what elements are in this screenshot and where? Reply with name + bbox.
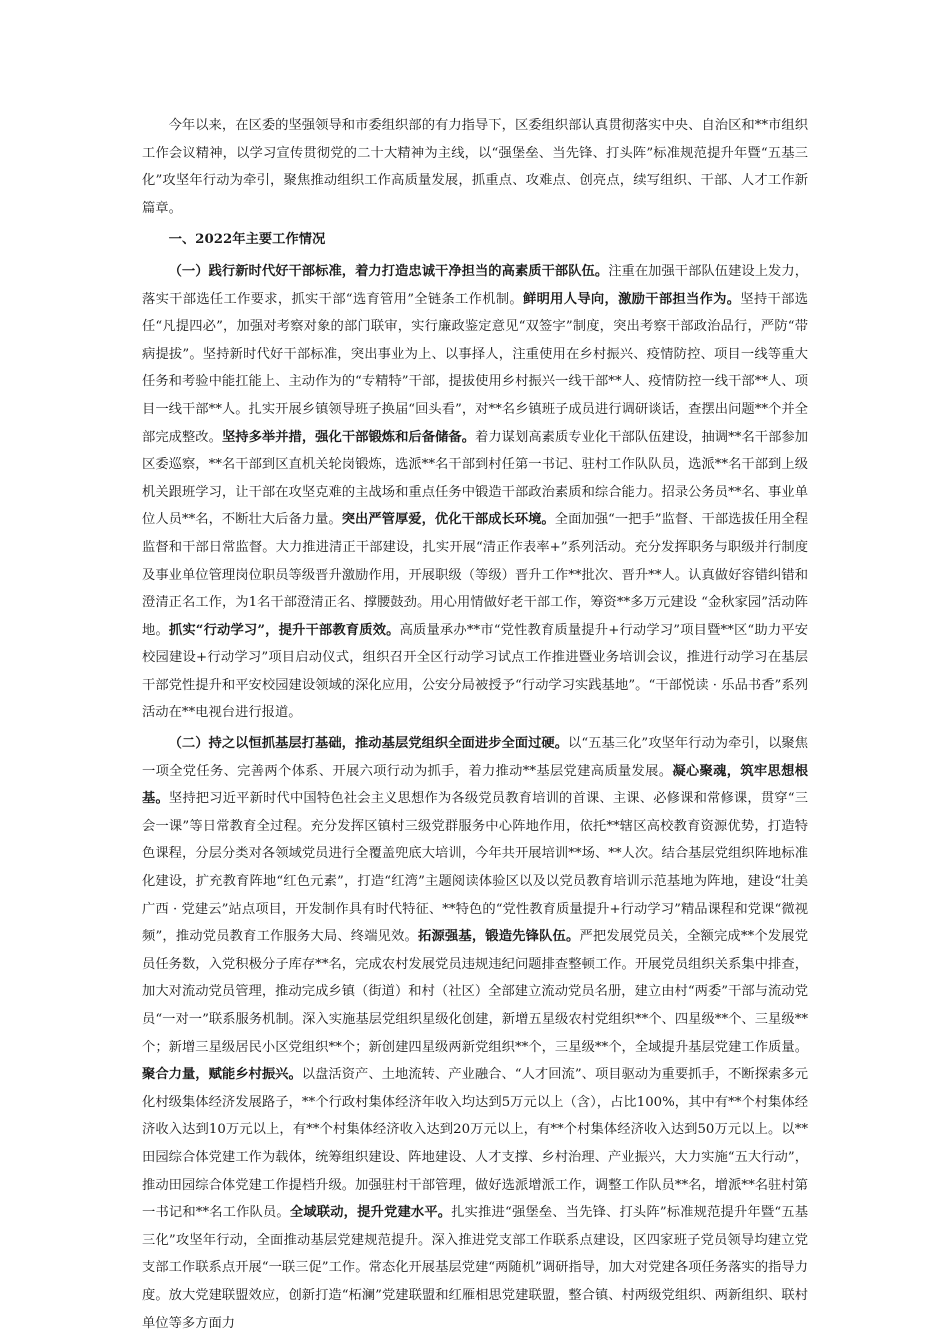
section-2-title: （二）持之以恒抓基层打基础，推动基层党组织全面进步全面过硬。 xyxy=(168,736,569,752)
section-1-bold-2: 坚持多举并措，强化干部锻炼和后备储备。 xyxy=(221,429,476,445)
section-1-title: （一）践行新时代好干部标准，着力打造忠诚干净担当的高素质干部队伍。 xyxy=(168,263,609,279)
section-2-text-3: 严把发展党员关，全额完成**个发展党员任务数，入党积极分子库存**名，完成农村发展党员违规违纪问题排查整顿工作。开展党员组织关系集中排查，加大对流动党员管理，推动完成乡镇（街道）和村（社区）全部建立流动党员名册，建立由村“两委”干部与流动党员“一对一”联系服务机制。深入实施基层党组织星级化创建，新增五星级农村党组织**个、四星级**个、三星级**个；新增三星级居民小区党组织**个；新创建四星级两新党组织**个，三星级**个，全域提升基层党建工作质量。 xyxy=(142,929,808,1055)
intro-paragraph: 今年以来，在区委的坚强领导和市委组织部的有力指导下，区委组织部认真贯彻落实中央、自治区和**市组织工作会议精神，以学习宣传贯彻党的二十大精神为主线，以“强堡垒、当先锋、打头阵”标准规范提升年暨“五基三化”攻坚年行动为牵引，聚焦推动组织工作高质量发展，抓重点、攻难点、创亮点，续写组织、干部、人才工作新篇章。 xyxy=(142,118,808,216)
section-2-bold-1: 凝心聚魂，筑牢思想根基。 xyxy=(142,763,809,807)
section-1-bold-3: 突出严管厚爱，优化干部成长环境。 xyxy=(341,512,555,528)
section-heading: 一、2022年主要工作情况 xyxy=(168,232,326,248)
section-1-text-4: 全面加强“一把手”监督、干部选拔任用全程监督和干部日常监督。大力推进清正干部建设，扎实开展“清正作表率+”系列活动。充分发挥职务与职级并行制度及事业单位管理岗位职员等级晋升激励作用，开展职级（等级）晋升工作**批次、晋升**人。认真做好容错纠错和澄清正名工作，为1名干部澄清正名、撑腰鼓劲。用心用情做好老干部工作，筹资**多万元建设 “金秋家园”活动阵地。 xyxy=(142,512,809,638)
section-1-paragraph xyxy=(142,258,808,727)
section-2-text-5: 扎实推进“强堡垒、当先锋、打头阵”标准规范提升年暨“五基三化”攻坚年行动，全面推动基层党建规范提升。深入推进党支部工作联系点建设，区四家班子党员领导均建立党支部工作联系点开展“一联三促”工作。常态化开展基层党建“两随机”调研指导，加大对党建各项任务落实的指导力度。放大党建联盟效应，创新打造“柘澜”党建联盟和红雁相思党建联盟，整合镇、村两级党组织、两新组织、联村单位等多方面力 xyxy=(142,1205,808,1331)
section-1-text-1: 注重在加强干部队伍建设上发力，落实干部选任工作要求，抓实干部“选育管用”全链条工作机制。 xyxy=(142,263,809,307)
section-2-bold-4: 全域联动，提升党建水平。 xyxy=(289,1205,452,1221)
section-1-text-5: 高质量承办**市“党性教育质量提升+行动学习”项目暨**区“助力平安校园建设+行动学习”项目启动仪式，组织召开全区行动学习试点工作推进暨业务培训会议，推进行动学习在基层干部党性提升和平安校园建设领域的深化应用，公安分局被授予“行动学习实践基地”。“干部悦读 · 乐品书香”系列活动在**电视台进行报道。 xyxy=(142,622,808,721)
section-1-bold-4: 抓实“行动学习”，提升干部教育质效。 xyxy=(168,622,400,638)
section-2-bold-2: 拓源强基，锻造先锋队伍。 xyxy=(418,929,580,945)
section-2-bold-3: 聚合力量，赋能乡村振兴。 xyxy=(142,1067,302,1083)
section-2-paragraph xyxy=(142,730,808,1337)
section-2-text-2: 坚持把习近平新时代中国特色社会主义思想作为各级党员教育培训的首课、主课、必修课和常修课，贯穿“三会一课”等日常教育全过程。充分发挥区镇村三级党群服务中心阵地作用，依托**辖区高校教育资源优势，打造特色课程，分层分类对各领域党员进行全覆盖兜底大培训，今年共开展培训**场、**人次。结合基层党组织阵地标准化建设，扩充教育阵地“红色元素”，打造“红湾”主题阅读体验区以及以党员教育培训示范基地为阵地，建设“壮美广西 · 党建云”站点项目，开发制作具有时代特征、**特色的“党性教育质量提升+行动学习”精品课程和党课“微视频”，推动党员教育工作服务大局、终端见效。 xyxy=(142,791,808,945)
section-2-text-4: 以盘活资产、土地流转、产业融合、“人才回流”、项目驱动为重要抓手，不断探索多元化村级集体经济发展路子，**个行政村集体经济年收入均达到5万元以上（含），占比100%，其中有**个村集体经济收入达到10万元以上，有**个村集体经济收入达到20万元以上，有**个村集体经济收入达到50万元以上。以**田园综合体党建工作为载体，统筹组织建设、阵地建设、人才支撑、乡村治理、产业振兴，大力实施“五大行动”，推动田园综合体党建工作提档升级。加强驻村干部管理，做好选派增派工作，调整工作队员**名，增派**名驻村第一书记和**名工作队员。 xyxy=(142,1067,808,1221)
section-1-text-3: 着力谋划高素质专业化干部队伍建设，抽调**名干部参加区委巡察，**名干部到区直机关轮岗锻炼，选派**名干部到村任第一书记、驻村工作队队员，选派**名干部到上级机关跟班学习，让干部在攻坚克难的主战场和重点任务中锻造干部政治素质和综合能力。招录公务员**名、事业单位人员**名，不断壮大后备力量。 xyxy=(142,429,809,528)
section-2-text-1: 以“五基三化”攻坚年行动为牵引，以聚焦一项全党任务、完善两个体系、开展六项行动为抓手，着力推动**基层党建高质量发展。 xyxy=(142,736,808,779)
section-1-text-2: 坚持干部选任“凡提四必”，加强对考察对象的部门联审，实行廉政鉴定意见“双签字”制度，突出考察干部政治品行，严防“带病提拔”。坚持新时代好干部标准，突出事业为上、以事择人，注重使用在乡村振兴、疫情防控、项目一线等重大任务和考验中能扛能上、主动作为的“专精特”干部，提拔使用乡村振兴一线干部**人、疫情防控一线干部**人、项目一线干部**人。扎实开展乡镇领导班子换届“回头看”，对**名乡镇班子成员进行调研谈话，查摆出问题**个并全部完成整改。 xyxy=(142,291,808,445)
document-body xyxy=(142,112,808,1337)
section-1-bold-1: 鲜明用人导向，激励干部担当作为。 xyxy=(522,291,741,307)
